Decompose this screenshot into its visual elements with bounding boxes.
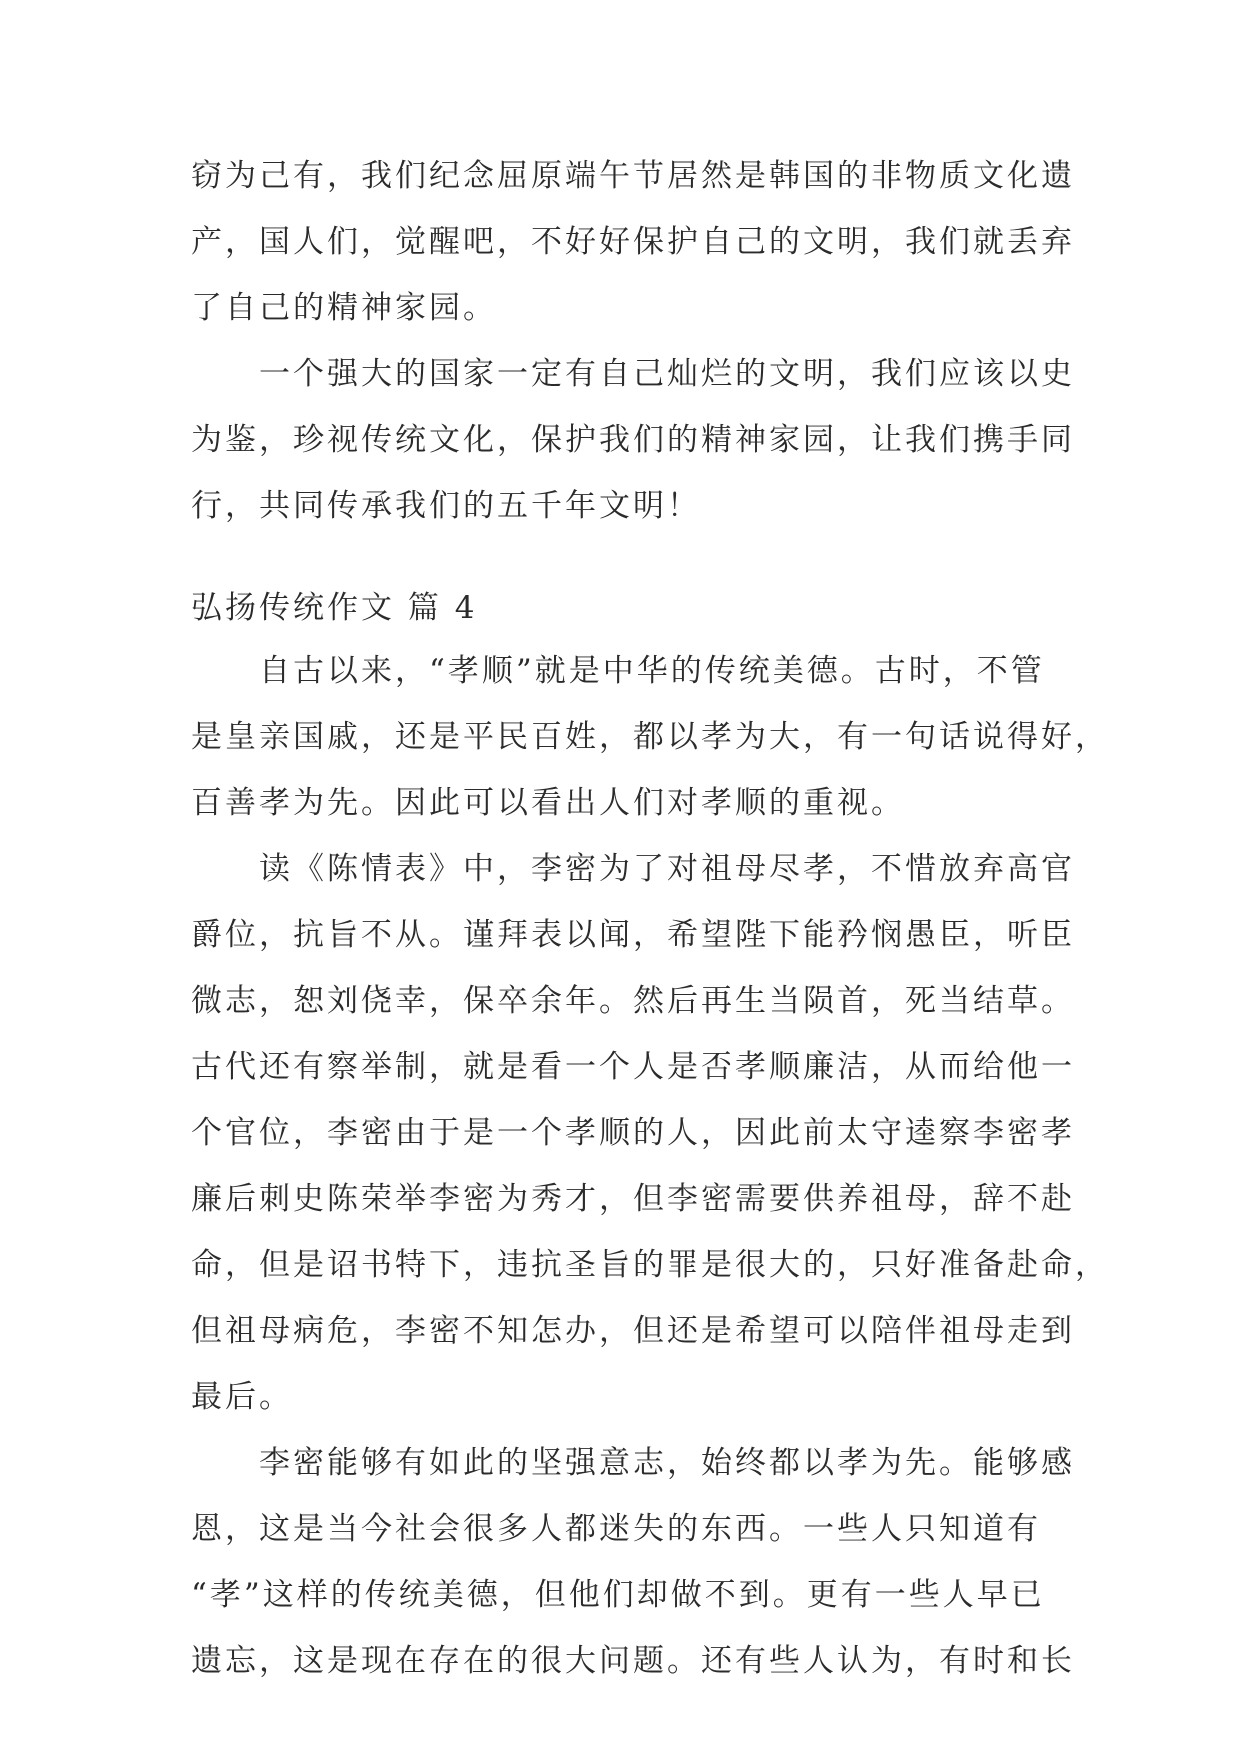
text-line: “孝”这样的传统美德，但他们却做不到。更有一些人早已 [191,1577,1045,1613]
section-heading: 弘扬传统作文 篇 4 [191,590,478,626]
text-line: 窃为己有，我们纪念屈原端午节居然是韩国的非物质文化遗 [191,158,1075,194]
paragraph-first-line: 李密能够有如此的坚强意志，始终都以孝为先。能够感 [259,1445,1075,1481]
paragraph-first-line: 自古以来，“孝顺”就是中华的传统美德。古时，不管 [259,653,1045,689]
text-line: 古代还有察举制，就是看一个人是否孝顺廉洁，从而给他一 [191,1049,1075,1085]
text-line: 恩，这是当今社会很多人都迷失的东西。一些人只知道有 [191,1511,1041,1547]
text-line: 遗忘，这是现在存在的很大问题。还有些人认为，有时和长 [191,1643,1075,1679]
text-line: 个官位，李密由于是一个孝顺的人，因此前太守逵察李密孝 [191,1115,1075,1151]
text-line: 百善孝为先。因此可以看出人们对孝顺的重视。 [191,785,905,821]
text-line: 为鉴，珍视传统文化，保护我们的精神家园，让我们携手同 [191,422,1075,458]
text-line: 行，共同传承我们的五千年文明！ [191,488,701,524]
text-line: 产，国人们，觉醒吧，不好好保护自己的文明，我们就丢弃 [191,224,1075,260]
text-line: 廉后刺史陈荣举李密为秀才，但李密需要供养祖母，辞不赴 [191,1181,1075,1217]
text-line: 最后。 [191,1379,293,1415]
text-line: 是皇亲国戚，还是平民百姓，都以孝为大，有一句话说得好， [191,719,1109,755]
text-line: 了自己的精神家园。 [191,290,497,326]
text-line: 但祖母病危，李密不知怎办，但还是希望可以陪伴祖母走到 [191,1313,1075,1349]
text-line: 爵位，抗旨不从。谨拜表以闻，希望陛下能矜悯愚臣，听臣 [191,917,1075,953]
paragraph-first-line: 一个强大的国家一定有自己灿烂的文明，我们应该以史 [259,356,1075,392]
text-line: 命，但是诏书特下，违抗圣旨的罪是很大的，只好准备赴命， [191,1247,1109,1283]
text-line: 微志，恕刘侥幸，保卒余年。然后再生当陨首，死当结草。 [191,983,1075,1019]
paragraph-first-line: 读《陈情表》中，李密为了对祖母尽孝，不惜放弃高官 [259,851,1075,887]
